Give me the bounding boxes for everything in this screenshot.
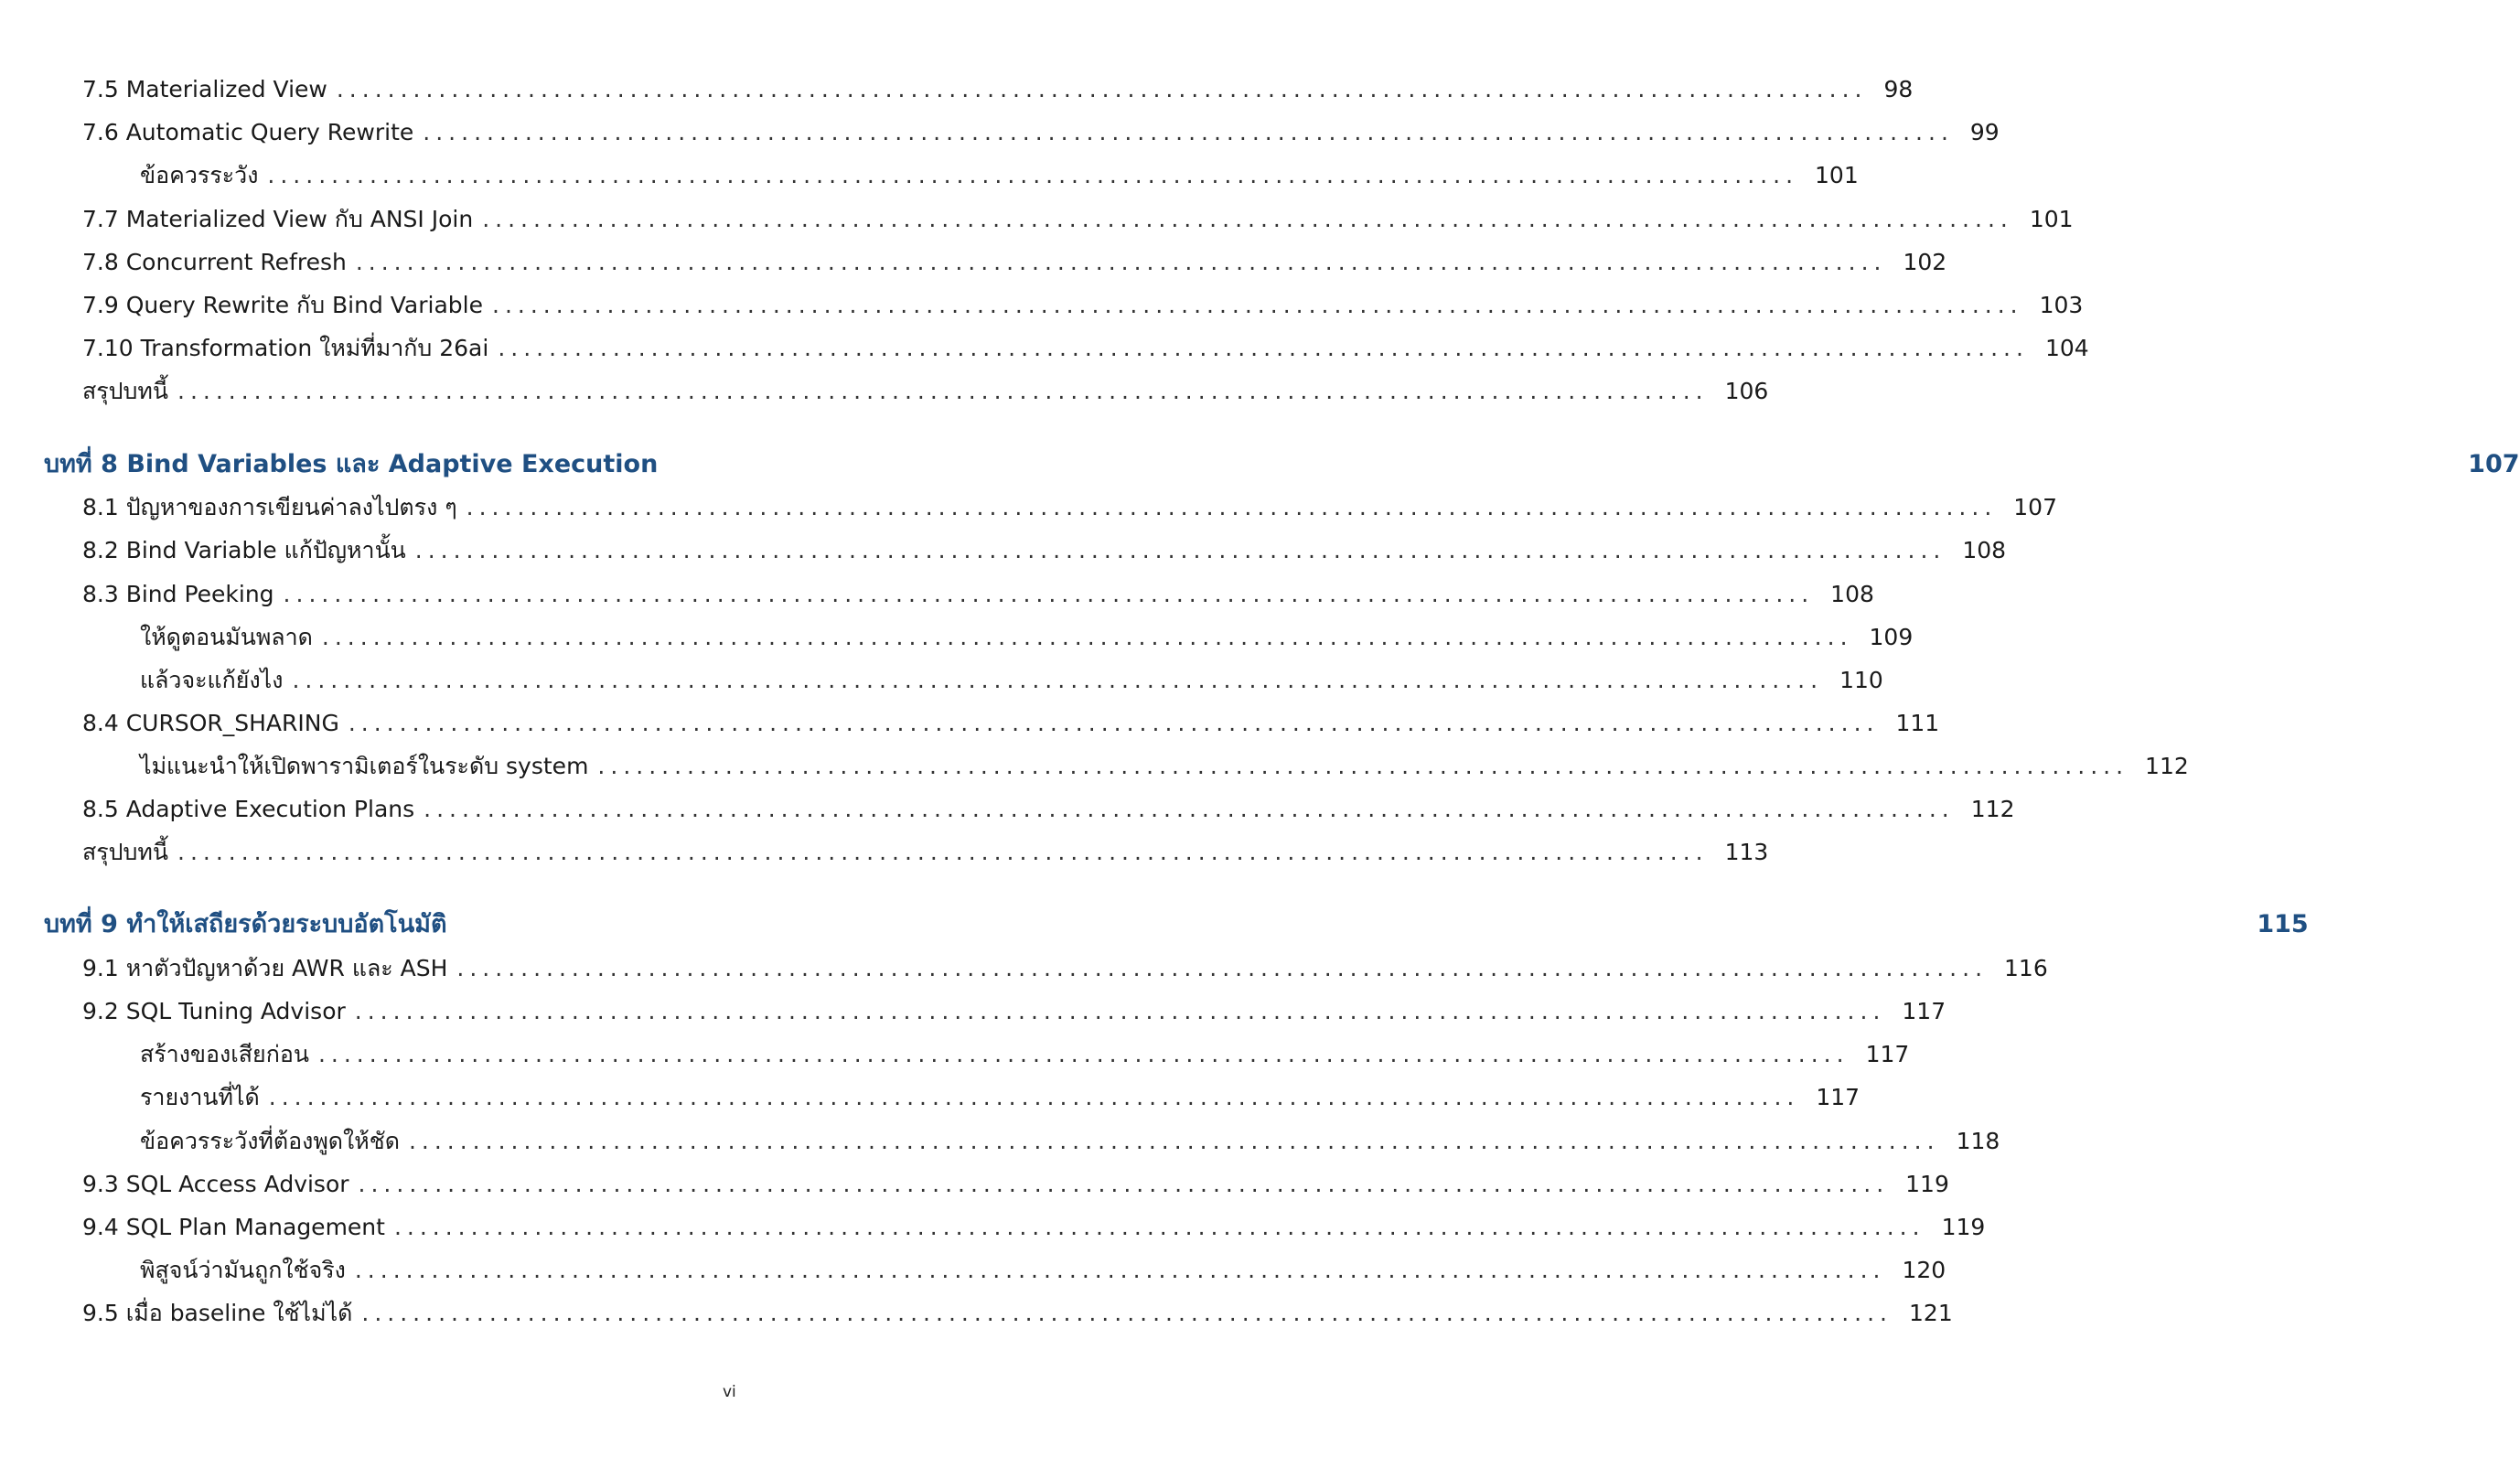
toc-section-entry bbox=[0, 114, 2000, 151]
toc-entry-title: 7.5 Materialized View bbox=[82, 76, 327, 102]
toc-entry-title: สรุปบทนี้ bbox=[82, 378, 168, 404]
toc-section-entry bbox=[0, 834, 1769, 871]
toc-entry-page-number: 106 bbox=[1724, 378, 1769, 404]
dot-leader: ........................................................................................................................ bbox=[408, 1128, 1940, 1154]
toc-entry-page-number: 104 bbox=[2044, 335, 2089, 361]
toc-section-entry bbox=[0, 532, 2007, 569]
toc-entry-page-number: 101 bbox=[1815, 162, 1859, 188]
toc-subsection-entry bbox=[0, 1252, 1946, 1289]
toc-entry-title: พิสูจน์ว่ามันถูกใช้จริง bbox=[140, 1257, 346, 1283]
toc-section-entry bbox=[0, 373, 1769, 410]
toc-entry-title: 7.9 Query Rewrite กับ Bind Variable bbox=[82, 292, 483, 318]
toc-entry-page-number: 112 bbox=[1970, 796, 2015, 822]
toc-entry-page-number: 117 bbox=[1902, 998, 1946, 1024]
dot-leader: ........................................................................................................................ bbox=[498, 335, 2029, 361]
dot-leader: ........................................................................................................................ bbox=[424, 796, 1955, 822]
toc-entry-page-number: 121 bbox=[1909, 1300, 1953, 1326]
toc-subsection-entry bbox=[0, 1036, 1910, 1073]
toc-entry-page-number: 98 bbox=[1883, 76, 1914, 102]
dot-leader: ........................................................................................................................ bbox=[423, 119, 1954, 145]
toc-entry-title: ข้อควรระวัง bbox=[140, 162, 259, 188]
toc-section-entry bbox=[0, 287, 2084, 324]
toc-entry-page-number: 101 bbox=[2029, 206, 2074, 232]
dot-leader: ........................................................................................................................ bbox=[482, 206, 2013, 232]
toc-entry-page-number: 103 bbox=[2039, 292, 2084, 318]
toc-entry-title: 9.1 หาตัวปัญหาด้วย AWR และ ASH bbox=[82, 955, 448, 981]
toc-section-entry bbox=[0, 1209, 1986, 1246]
toc-entry-page-number: 115 bbox=[2257, 910, 2309, 938]
toc-entry-title: 8.3 Bind Peeking bbox=[82, 581, 274, 607]
dot-leader: ........................................................................................................................ bbox=[348, 710, 1880, 736]
toc-section-entry bbox=[0, 576, 1874, 613]
toc-chapter-heading bbox=[0, 446, 2520, 483]
toc-entry-title: 9.5 เมื่อ baseline ใช้ไม่ได้ bbox=[82, 1300, 353, 1326]
dot-leader: ........................................................................................................................ bbox=[177, 378, 1709, 404]
toc-entry-page-number: 107 bbox=[2013, 494, 2057, 520]
dot-leader: ........................................................................................................................ bbox=[354, 1257, 1886, 1283]
toc-entry-page-number: 102 bbox=[1903, 249, 1947, 275]
toc-section-entry bbox=[0, 201, 2074, 238]
toc-section-entry bbox=[0, 330, 2089, 367]
toc-entry-title: บทที่ 9 ทำให้เสถียรด้วยระบบอัตโนมัติ bbox=[44, 910, 447, 938]
toc-chapter-heading bbox=[0, 906, 2309, 943]
toc-entry-page-number: 120 bbox=[1902, 1257, 1946, 1283]
toc-entry-page-number: 119 bbox=[1905, 1171, 1949, 1197]
dot-leader: ........................................................................................................................ bbox=[321, 624, 1853, 650]
toc-entry-title: 7.7 Materialized View กับ ANSI Join bbox=[82, 206, 474, 232]
toc-entry-page-number: 109 bbox=[1869, 624, 1914, 650]
toc-entry-page-number: 108 bbox=[1830, 581, 1874, 607]
toc-section-entry bbox=[0, 489, 2057, 526]
page-number-folio: vi bbox=[723, 1383, 736, 1401]
toc-entry-page-number: 116 bbox=[2004, 955, 2048, 981]
dot-leader: ........................................................................................................................ bbox=[414, 537, 1946, 563]
toc-section-entry bbox=[0, 993, 1946, 1030]
toc-entry-page-number: 108 bbox=[1962, 537, 2007, 563]
toc-entry-title: รายงานที่ได้ bbox=[140, 1084, 260, 1110]
dot-leader: ........................................................................................................................ bbox=[354, 998, 1886, 1024]
toc-entry-page-number: 99 bbox=[1969, 119, 2000, 145]
toc-entry-title: บทที่ 8 Bind Variables และ Adaptive Execution bbox=[44, 450, 659, 478]
toc-entry-title: 9.4 SQL Plan Management bbox=[82, 1214, 385, 1240]
dot-leader: ........................................................................................................................ bbox=[597, 753, 2129, 779]
toc-entry-page-number: 111 bbox=[1895, 710, 1940, 736]
toc-entry-title: ข้อควรระวังที่ต้องพูดให้ชัด bbox=[140, 1128, 400, 1154]
toc-entry-title: สรุปบทนี้ bbox=[82, 839, 168, 865]
toc-entry-page-number: 113 bbox=[1724, 839, 1769, 865]
toc-subsection-entry bbox=[0, 619, 1914, 656]
toc-section-entry bbox=[0, 950, 2048, 987]
toc-subsection-entry bbox=[0, 1079, 1861, 1116]
toc-entry-title: 9.3 SQL Access Advisor bbox=[82, 1171, 349, 1197]
toc-subsection-entry bbox=[0, 662, 1883, 699]
toc-entry-page-number: 117 bbox=[1865, 1041, 1910, 1067]
toc-entry-title: ไม่แนะนำให้เปิดพารามิเตอร์ในระดับ system bbox=[140, 753, 589, 779]
dot-leader: ........................................................................................................................ bbox=[336, 76, 1868, 102]
toc-entry-page-number: 112 bbox=[2145, 753, 2189, 779]
toc-entry-title: 8.1 ปัญหาของการเขียนค่าลงไปตรง ๆ bbox=[82, 494, 457, 520]
toc-entry-page-number: 107 bbox=[2468, 450, 2520, 478]
toc-section-entry bbox=[0, 244, 1947, 281]
toc-entry-title: 7.6 Automatic Query Rewrite bbox=[82, 119, 414, 145]
toc-section-entry bbox=[0, 1295, 1953, 1332]
dot-leader: ........................................................................................................................ bbox=[283, 581, 1815, 607]
toc-entry-title: 9.2 SQL Tuning Advisor bbox=[82, 998, 346, 1024]
toc-section-entry bbox=[0, 791, 2015, 828]
toc-entry-title: ให้ดูตอนมันพลาด bbox=[140, 624, 313, 650]
dot-leader: ........................................................................................................................ bbox=[492, 292, 2023, 318]
toc-entry-page-number: 117 bbox=[1816, 1084, 1861, 1110]
toc-subsection-entry bbox=[0, 1123, 2000, 1160]
dot-leader: ........................................................................................................................ bbox=[466, 494, 1998, 520]
toc-entry-title: 8.4 CURSOR_SHARING bbox=[82, 710, 339, 736]
toc-entry-title: สร้างของเสียก่อน bbox=[140, 1041, 309, 1067]
toc-entry-page-number: 110 bbox=[1839, 667, 1883, 693]
toc-entry-title: แล้วจะแก้ยังไง bbox=[140, 667, 284, 693]
toc-entry-title: 8.2 Bind Variable แก้ปัญหานั้น bbox=[82, 537, 406, 563]
dot-leader: ........................................................................................................................ bbox=[456, 955, 1989, 981]
toc-subsection-entry bbox=[0, 157, 1859, 194]
toc-subsection-entry bbox=[0, 748, 2189, 785]
toc-entry-page-number: 119 bbox=[1941, 1214, 1986, 1240]
toc-section-entry bbox=[0, 1166, 1949, 1203]
toc-section-entry bbox=[0, 705, 1940, 742]
dot-leader: ........................................................................................................................ bbox=[355, 249, 1887, 275]
toc-entry-title: 8.5 Adaptive Execution Plans bbox=[82, 796, 415, 822]
dot-leader: ........................................................................................................................ bbox=[267, 162, 1799, 188]
toc-entry-title: 7.8 Concurrent Refresh bbox=[82, 249, 347, 275]
dot-leader: ........................................................................................................................ bbox=[358, 1171, 1890, 1197]
dot-leader: ........................................................................................................................ bbox=[268, 1084, 1800, 1110]
dot-leader: ........................................................................................................................ bbox=[393, 1214, 1925, 1240]
dot-leader: ........................................................................................................................ bbox=[361, 1300, 1893, 1326]
toc-section-entry bbox=[0, 71, 1914, 108]
dot-leader: ........................................................................................................................ bbox=[177, 839, 1709, 865]
dot-leader: ........................................................................................................................ bbox=[292, 667, 1824, 693]
toc-entry-page-number: 118 bbox=[1956, 1128, 2000, 1154]
dot-leader: ........................................................................................................................ bbox=[317, 1041, 1850, 1067]
toc-entry-title: 7.10 Transformation ใหม่ที่มากับ 26ai bbox=[82, 335, 489, 361]
